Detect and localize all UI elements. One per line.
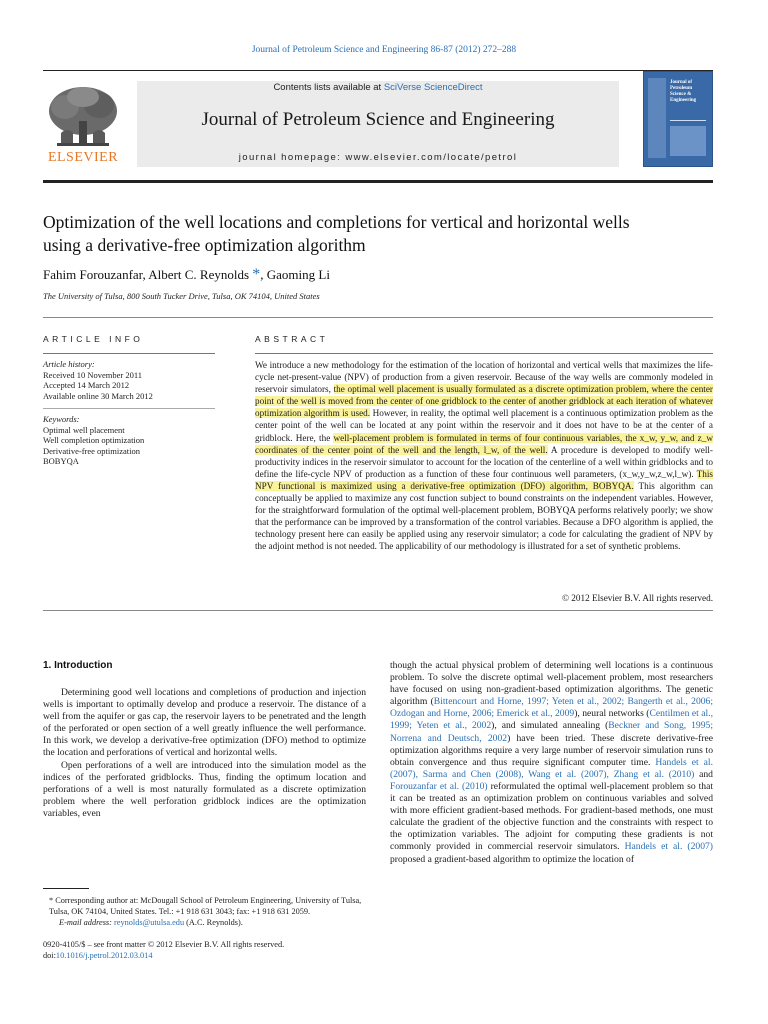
abstract-heading: ABSTRACT <box>255 334 329 344</box>
article-history <box>43 359 223 401</box>
authors-text: , Gaoming Li <box>260 267 330 282</box>
keywords-rule <box>43 408 215 409</box>
header-bottom-rule <box>43 180 713 183</box>
email-suffix: (A.C. Reynolds). <box>184 918 243 927</box>
article-info-heading: ARTICLE INFO <box>43 334 144 344</box>
publisher-name: ELSEVIER <box>47 150 119 165</box>
cover-stripe <box>648 78 666 158</box>
contents-prefix: Contents lists available at <box>273 82 384 93</box>
history-item: Received 10 November 2011 <box>43 369 143 380</box>
paragraph-text: ), and simulated annealing ( <box>491 720 609 732</box>
history-item: Accepted 14 March 2012 <box>43 380 130 391</box>
paragraph-text: proposed a gradient-based algorithm to optimize the location of <box>390 853 635 865</box>
elsevier-logo <box>43 81 123 167</box>
abstract-bottom-rule <box>43 610 713 611</box>
email-label: E-mail address: <box>59 918 114 927</box>
citation-link[interactable]: Handels et al. (2007), Sarma and Chen (2008), Wang et al. (2007), Zhang et al. (2010) <box>390 756 713 780</box>
cover-line: Engineering <box>670 98 697 103</box>
journal-banner <box>137 81 619 167</box>
journal-homepage[interactable]: journal homepage: www.elsevier.com/locate/petrol <box>238 152 518 163</box>
abstract-sentence: However, in reality, the optimal well placement is a continuous optimization problem as the center point of the well can be located at any point within the reservoir and it does not have to be at the center of a gridblock. Here, the <box>255 408 713 443</box>
footnote-star: * <box>49 896 54 905</box>
header-top-rule <box>43 70 713 71</box>
section-rule <box>43 317 713 318</box>
citation-link[interactable]: Beckner and Song, 1995; Norrena and Deutsch, 2002 <box>390 720 713 744</box>
footnote-rule <box>43 888 89 889</box>
paragraph: Open perforations of a well are introduced into the simulation model as the indices of the perforated gridblocks. Thus, finding the optimum location and perforations of a well is most naturally formulated as a discrete optimization problem where the well perforation gridblock indices are the optimization variables, even <box>43 759 366 819</box>
history-item: Available online 30 March 2012 <box>43 390 153 401</box>
cover-line: Journal of <box>670 80 693 85</box>
abstract-sentence: This algorithm can conceptually be applied to maximize any cost function subject to bound constraints on the independent variables. However, for the straightforward formulation of the optimal well-placement problem, BOBYQA performs relatively poorly; we show that the performance can be improved by a transformation of the control variables. Because a DFO algorithm is applied, the technology present here can easily be applied using any reservoir simulator; a code for calculating the gradient of NPV by the adjoint method is not needed. The applicability of our methodology is illustrated for a set of synthetic problems. <box>255 480 714 552</box>
cover-title <box>670 80 696 104</box>
citation-link[interactable]: Handels et al. (2007) <box>624 841 713 853</box>
paragraph-text: reformulated the optimal well-placement problem so that it can be treated as an optimization problem on continuous variables and solved with more efficient gradient-based methods. For gradient-based methods, one must calculate the gradient of the objective function and the constraints with respect to the optimization variables. The adjoint for computing these gradients is not commonly provided in commercial reservoir simulators. <box>390 780 713 853</box>
keywords-label: Keywords: <box>43 414 80 424</box>
cover-line: Petroleum <box>670 86 693 91</box>
citation-link[interactable]: Centilmen et al., 1999; Yeten et al., 2002 <box>390 708 713 732</box>
abstract-sentence: We introduce a new methodology for the estimation of the location of horizontal and vertical wells that maximizes the life-cycle net-present-value (NPV) of production from a given reservoir. Because of the way wells are commonly modeled in reservoir simulators, <box>255 360 713 395</box>
copyright-notice: © 2012 Elsevier B.V. All rights reserved. <box>562 593 713 603</box>
citation-link[interactable]: Bittencourt and Horne, 1997; Yeten et al., 2002; Bangerth et al., 2006; Ozdogan and Horne, 2006; Emerick et al., 2009 <box>390 696 713 720</box>
cover-art <box>670 126 706 156</box>
journal-cover-thumbnail <box>643 71 713 167</box>
contents-line <box>137 82 619 93</box>
abstract-highlight[interactable]: the optimal well placement is usually formulated as a discrete optimization problem, where the center point of the well is moved from the center of one gridblock to the center of another gridblock at each iteration of whatever optimization algorithm is used. <box>255 384 713 419</box>
keyword-item: Optimal well placement <box>43 424 125 435</box>
abstract-highlight[interactable]: This NPV functional is maximized using a derivative-free optimization (DFO) algorithm, BOBYQA. <box>255 468 713 491</box>
journal-citation[interactable]: Journal of Petroleum Science and Engineering 86-87 (2012) 272–288 <box>251 45 517 55</box>
title-line: using a derivative-free optimization algorithm <box>43 235 366 255</box>
paragraph-text: and <box>694 768 713 780</box>
abstract-rule <box>255 353 713 354</box>
keyword-item: BOBYQA <box>43 456 79 467</box>
paragraph-text: ) have been tried. These discrete derivative-free optimization algorithms require a very large number of reservoir simulation runs to obtain convergence and thus require significant computer time. <box>390 732 713 768</box>
footnote-text: Corresponding author at: McDougall School of Petroleum Engineering, University of Tulsa, Tulsa, OK 74104, United States. Tel.: +1 918 631 3043; fax: +1 918 631 2059. <box>49 896 362 916</box>
abstract-highlight[interactable]: well-placement problem is formulated in terms of four continuous variables, the x_w, y_w, and z_w coordinates of the center point of the well and the length, l_w, of the well. <box>255 432 713 455</box>
authors-text: Fahim Forouzanfar, Albert C. Reynolds <box>43 267 253 282</box>
title-line: Optimization of the well locations and completions for vertical and horizontal wells <box>43 212 630 232</box>
keyword-item: Well completion optimization <box>43 435 145 446</box>
issn-line: 0920-4105/$ – see front matter © 2012 Elsevier B.V. All rights reserved. <box>43 940 285 949</box>
paragraph-text: ), neural networks ( <box>574 708 650 720</box>
paragraph-text: though the actual physical problem of determining well locations is a continuous problem. To solve the discrete optimal well-placement problem, most researchers have focused on using non-gradient-based optimization algorithms. The genetic algorithm ( <box>390 660 713 708</box>
article-info-rule <box>43 353 215 354</box>
abstract-text <box>255 359 713 553</box>
paper-title <box>43 211 723 257</box>
corresponding-author-link[interactable]: * <box>252 266 261 283</box>
footnote <box>43 895 368 928</box>
cover-divider <box>670 120 706 121</box>
history-label: Article history: <box>43 359 95 369</box>
author-list <box>43 266 330 284</box>
paragraph: Determining good well locations and completions of production and injection wells is important to optimally develop and produce a reservoir. The distance of a well from the aquifer or gas cap, the reservoir layers to be penetrated and the length of the perforated or open section of a well greatly influence the well performance. In this work, we develop a derivative-free optimization (DFO) method to optimize the location and perforations of vertical and horizontal wells. <box>43 687 366 759</box>
doi-link[interactable]: 10.1016/j.petrol.2012.03.014 <box>55 951 153 960</box>
left-column <box>43 687 366 820</box>
sciencedirect-link[interactable]: SciVerse ScienceDirect <box>383 82 483 93</box>
journal-title: Journal of Petroleum Science and Engineering <box>201 109 555 130</box>
abstract-sentence: A procedure is developed to modify well-productivity indices in the reservoir simulator to account for the location of the centerline of a well within gridblocks and to define the life-cycle NPV of production as a function of these four continuous well parameters, (x_w,y_w,z_w,l_w). <box>255 444 713 479</box>
front-matter <box>43 939 368 961</box>
keywords <box>43 414 223 467</box>
section-heading: 1. Introduction <box>43 660 113 671</box>
doi-label: doi: <box>43 951 56 960</box>
citation-link[interactable]: Forouzanfar et al. (2010) <box>390 780 488 792</box>
cover-line: Science & <box>670 92 692 97</box>
keyword-item: Derivative-free optimization <box>43 445 140 456</box>
right-column <box>390 660 713 866</box>
email-link[interactable]: reynolds@utulsa.edu <box>114 918 185 927</box>
affiliation: The University of Tulsa, 800 South Tucker Drive, Tulsa, OK 74104, United States <box>43 291 320 301</box>
